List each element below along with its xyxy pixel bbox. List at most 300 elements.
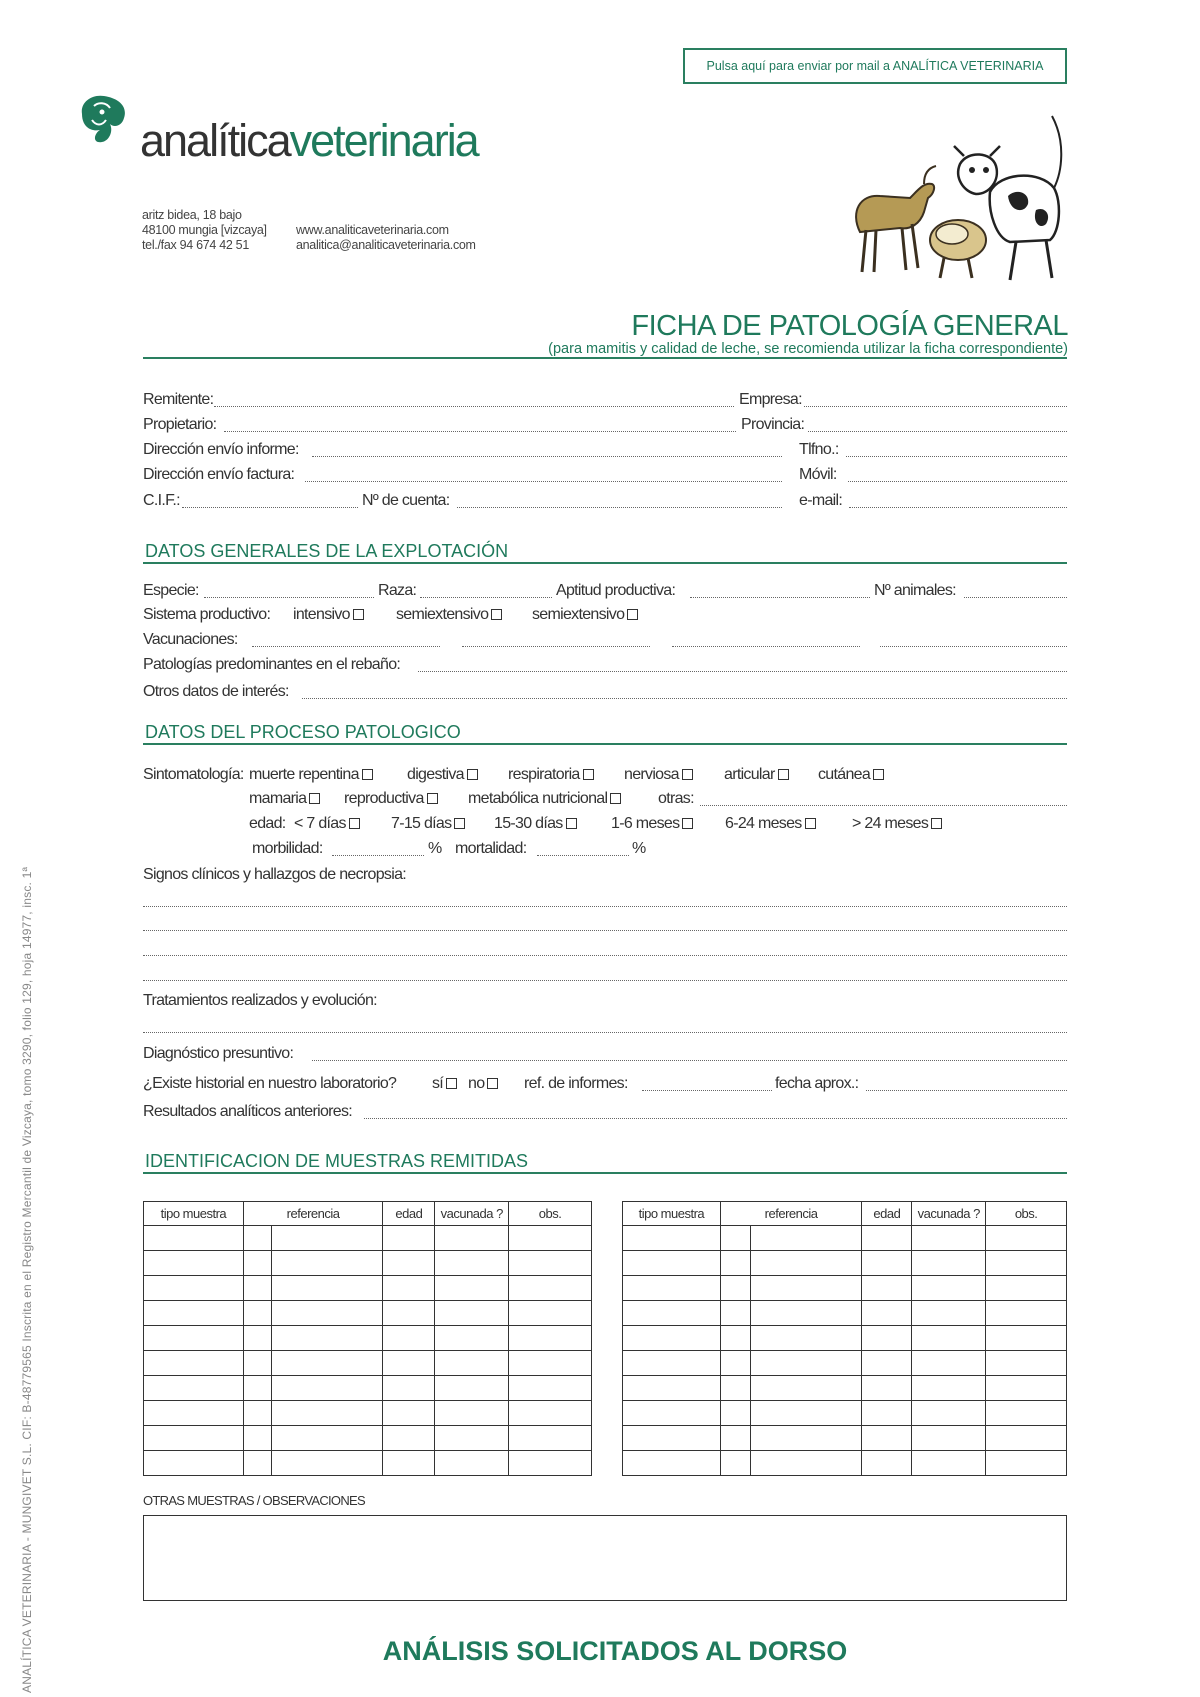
- edad-option-label: < 7 días: [294, 815, 346, 832]
- table-cell[interactable]: [383, 1251, 435, 1276]
- table-cell[interactable]: [271, 1376, 383, 1401]
- table-cell[interactable]: [912, 1326, 986, 1351]
- fecha-label: fecha aprox.:: [775, 1075, 859, 1092]
- title-divider: [143, 357, 1067, 359]
- table-cell[interactable]: [271, 1426, 383, 1451]
- edad-option-5[interactable]: [725, 815, 816, 833]
- nerviosa-option[interactable]: [624, 766, 693, 784]
- direccion-informe-label: Dirección envío informe:: [143, 441, 299, 458]
- table-row: [144, 1326, 592, 1351]
- cutanea-label: cutánea: [818, 766, 871, 783]
- mortalidad-percent: %: [632, 840, 646, 857]
- intensivo-checkbox[interactable]: [353, 609, 364, 620]
- table-cell[interactable]: [720, 1251, 750, 1276]
- provincia-label: Provincia:: [741, 416, 805, 433]
- edad-checkbox[interactable]: [805, 818, 816, 829]
- tlfno-label: Tlfno.:: [799, 441, 839, 458]
- table-cell[interactable]: [862, 1276, 912, 1301]
- brand-part-2: veterinaria: [289, 115, 478, 166]
- table-cell[interactable]: [243, 1401, 271, 1426]
- table-cell[interactable]: [243, 1326, 271, 1351]
- edad-checkbox[interactable]: [931, 818, 942, 829]
- section-heading-proceso: DATOS DEL PROCESO PATOLOGICO: [145, 722, 461, 742]
- table-cell[interactable]: [243, 1251, 271, 1276]
- table-cell[interactable]: [750, 1401, 862, 1426]
- edad-option-label: 1-6 meses: [611, 815, 680, 832]
- footer-title: ANÁLISIS SOLICITADOS AL DORSO: [382, 1636, 848, 1666]
- table-cell[interactable]: [623, 1276, 721, 1301]
- email-field[interactable]: [849, 507, 1067, 508]
- table-row: [144, 1451, 592, 1476]
- table-cell[interactable]: [144, 1251, 244, 1276]
- articular-checkbox[interactable]: [778, 769, 789, 780]
- table-cell[interactable]: [509, 1251, 592, 1276]
- semiextensivo-checkbox[interactable]: [491, 609, 502, 620]
- movil-field[interactable]: [848, 481, 1067, 482]
- tratamientos-label: Tratamientos realizados y evolución:: [143, 992, 377, 1009]
- vacunaciones-field-1[interactable]: [252, 646, 440, 647]
- table-cell[interactable]: [862, 1351, 912, 1376]
- table-cell[interactable]: [271, 1451, 383, 1476]
- table-cell[interactable]: [435, 1401, 509, 1426]
- mortalidad-field[interactable]: [537, 855, 629, 856]
- table-cell[interactable]: [986, 1226, 1067, 1251]
- respiratoria-checkbox[interactable]: [583, 769, 594, 780]
- semiextensivo-label: semiextensivo: [396, 606, 489, 623]
- table-cell[interactable]: [144, 1276, 244, 1301]
- table-cell[interactable]: [862, 1401, 912, 1426]
- table-cell[interactable]: [383, 1326, 435, 1351]
- table-cell[interactable]: [720, 1351, 750, 1376]
- edad-option-3[interactable]: [494, 815, 577, 833]
- table-row: [144, 1226, 592, 1251]
- table-row: [144, 1276, 592, 1301]
- table-cell[interactable]: [623, 1326, 721, 1351]
- table-cell[interactable]: [243, 1276, 271, 1301]
- web-block: [296, 223, 476, 253]
- edad-option-label: 15-30 días: [494, 815, 563, 832]
- table-row: [623, 1301, 1067, 1326]
- otras-field[interactable]: [700, 805, 1067, 806]
- table-cell[interactable]: [435, 1451, 509, 1476]
- sintomatologia-label: Sintomatología:: [143, 766, 244, 783]
- mamaria-checkbox[interactable]: [309, 793, 320, 804]
- table-cell[interactable]: [986, 1301, 1067, 1326]
- table-row: [623, 1451, 1067, 1476]
- table-row: [623, 1351, 1067, 1376]
- table-cell[interactable]: [623, 1426, 721, 1451]
- column-header: tipo muestra: [144, 1202, 244, 1226]
- table-cell[interactable]: [144, 1326, 244, 1351]
- brand-name: [140, 115, 478, 166]
- table-cell[interactable]: [750, 1276, 862, 1301]
- fecha-field[interactable]: [866, 1090, 1067, 1091]
- column-header: referencia: [720, 1202, 862, 1226]
- address-line: 48100 mungia [vizcaya]: [142, 223, 267, 237]
- table-cell[interactable]: [243, 1451, 271, 1476]
- metabolica-checkbox[interactable]: [610, 793, 621, 804]
- table-cell[interactable]: [383, 1426, 435, 1451]
- table-cell[interactable]: [383, 1451, 435, 1476]
- ref-informes-label: ref. de informes:: [524, 1075, 628, 1092]
- sistema-label: Sistema productivo:: [143, 606, 271, 623]
- table-cell[interactable]: [720, 1376, 750, 1401]
- table-cell[interactable]: [912, 1351, 986, 1376]
- edad-option-label: > 24 meses: [852, 815, 929, 832]
- table-cell[interactable]: [750, 1351, 862, 1376]
- table-cell[interactable]: [750, 1326, 862, 1351]
- column-header: edad: [862, 1202, 912, 1226]
- historial-label: ¿Existe historial en nuestro laboratorio?: [143, 1075, 397, 1092]
- column-header: tipo muestra: [623, 1202, 721, 1226]
- table-cell[interactable]: [623, 1226, 721, 1251]
- table-cell[interactable]: [912, 1276, 986, 1301]
- table-cell[interactable]: [720, 1326, 750, 1351]
- respiratoria-option[interactable]: [508, 766, 594, 784]
- section-divider: [143, 743, 1067, 745]
- cuenta-label: Nº de cuenta:: [362, 492, 450, 509]
- table-cell[interactable]: [144, 1426, 244, 1451]
- nerviosa-label: nerviosa: [624, 766, 679, 783]
- otros-datos-label: Otros datos de interés:: [143, 683, 289, 700]
- mamaria-label: mamaria: [249, 790, 307, 807]
- semiextensivo-label-2: semiextensivo: [532, 606, 625, 623]
- registry-side-text: ANALÍTICA VETERINARIA - MUNGIVET S.L. CIF: B-48779565 Inscrita en el Registro Mercantil de Vizcaya, tomo 3290, folio 129, hoja 14977, insc. 1ª: [20, 866, 34, 1693]
- signos-line-4[interactable]: [143, 980, 1067, 981]
- muerte-repentina-option[interactable]: [249, 766, 373, 784]
- edad-checkbox[interactable]: [454, 818, 465, 829]
- table-cell[interactable]: [986, 1326, 1067, 1351]
- sheep-icon: [930, 220, 986, 278]
- signos-line-2[interactable]: [143, 930, 1067, 931]
- mamaria-option[interactable]: [249, 790, 320, 808]
- edad-checkbox[interactable]: [566, 818, 577, 829]
- table-cell[interactable]: [144, 1451, 244, 1476]
- table-cell[interactable]: [912, 1376, 986, 1401]
- table-cell[interactable]: [862, 1376, 912, 1401]
- vacunaciones-field-2[interactable]: [462, 646, 650, 647]
- form-subtitle: (para mamitis y calidad de leche, se recomienda utilizar la ficha correspondiente): [548, 341, 1068, 357]
- vacunaciones-field-4[interactable]: [880, 646, 1067, 647]
- column-header: obs.: [509, 1202, 592, 1226]
- resultados-field[interactable]: [364, 1118, 1067, 1119]
- raza-label: Raza:: [378, 582, 417, 599]
- table-cell[interactable]: [271, 1226, 383, 1251]
- si-checkbox[interactable]: [446, 1078, 457, 1089]
- table-cell[interactable]: [435, 1226, 509, 1251]
- reproductiva-label: reproductiva: [344, 790, 424, 807]
- table-cell[interactable]: [435, 1251, 509, 1276]
- section-divider: [143, 1172, 1067, 1174]
- cutanea-option[interactable]: [818, 766, 884, 784]
- aptitud-label: Aptitud productiva:: [556, 582, 676, 599]
- email-label: e-mail:: [799, 492, 843, 509]
- table-cell[interactable]: [509, 1376, 592, 1401]
- column-header: referencia: [243, 1202, 383, 1226]
- table-cell[interactable]: [435, 1301, 509, 1326]
- intensivo-label: intensivo: [293, 606, 350, 623]
- diagnostico-label: Diagnóstico presuntivo:: [143, 1045, 294, 1062]
- digestiva-checkbox[interactable]: [467, 769, 478, 780]
- edad-option-label: 6-24 meses: [725, 815, 802, 832]
- table-row: [623, 1251, 1067, 1276]
- table-cell[interactable]: [986, 1451, 1067, 1476]
- table-cell[interactable]: [435, 1426, 509, 1451]
- table-cell[interactable]: [435, 1276, 509, 1301]
- table-cell[interactable]: [623, 1351, 721, 1376]
- table-cell[interactable]: [509, 1401, 592, 1426]
- column-header: vacunada ?: [912, 1202, 986, 1226]
- column-header: edad: [383, 1202, 435, 1226]
- signos-label: Signos clínicos y hallazgos de necropsia:: [143, 866, 407, 883]
- address-line: aritz bidea, 18 bajo: [142, 208, 242, 222]
- mortalidad-label: mortalidad:: [455, 840, 527, 857]
- no-checkbox[interactable]: [487, 1078, 498, 1089]
- table-cell[interactable]: [144, 1401, 244, 1426]
- otras-muestras-textarea[interactable]: [143, 1515, 1067, 1601]
- table-cell[interactable]: [750, 1226, 862, 1251]
- diagnostico-field[interactable]: [312, 1060, 1067, 1061]
- table-cell[interactable]: [986, 1426, 1067, 1451]
- table-cell[interactable]: [243, 1426, 271, 1451]
- respiratoria-label: respiratoria: [508, 766, 580, 783]
- table-cell[interactable]: [271, 1301, 383, 1326]
- patologias-label: Patologías predominantes en el rebaño:: [143, 656, 401, 673]
- nerviosa-checkbox[interactable]: [682, 769, 693, 780]
- table-row: [144, 1426, 592, 1451]
- table-cell[interactable]: [509, 1226, 592, 1251]
- direccion-factura-label: Dirección envío factura:: [143, 466, 295, 483]
- table-cell[interactable]: [623, 1401, 721, 1426]
- table-cell[interactable]: [986, 1276, 1067, 1301]
- table-cell[interactable]: [383, 1351, 435, 1376]
- tratamientos-line[interactable]: [143, 1032, 1067, 1033]
- table-cell[interactable]: [623, 1251, 721, 1276]
- table-cell[interactable]: [144, 1376, 244, 1401]
- empresa-field[interactable]: [804, 406, 1067, 407]
- table-row: [623, 1376, 1067, 1401]
- table-row: [623, 1426, 1067, 1451]
- resultados-label: Resultados analíticos anteriores:: [143, 1103, 353, 1120]
- ref-informes-field[interactable]: [642, 1090, 772, 1091]
- table-row: [144, 1401, 592, 1426]
- table-cell[interactable]: [271, 1276, 383, 1301]
- table-cell[interactable]: [271, 1251, 383, 1276]
- table-cell[interactable]: [243, 1376, 271, 1401]
- brand-logo-icon: [74, 92, 134, 157]
- table-cell[interactable]: [271, 1326, 383, 1351]
- remitente-field[interactable]: [214, 406, 734, 407]
- table-cell[interactable]: [435, 1376, 509, 1401]
- table-row: [623, 1326, 1067, 1351]
- form-title: FICHA DE PATOLOGÍA GENERAL: [631, 310, 1068, 342]
- address-line: tel./fax 94 674 42 51: [142, 238, 249, 252]
- samples-table-right: [622, 1201, 1067, 1476]
- table-cell[interactable]: [720, 1451, 750, 1476]
- farm-animals-illustration: [840, 112, 1066, 289]
- vacunaciones-field-3[interactable]: [672, 646, 860, 647]
- table-cell[interactable]: [623, 1451, 721, 1476]
- table-cell[interactable]: [862, 1426, 912, 1451]
- table-cell[interactable]: [720, 1226, 750, 1251]
- table-cell[interactable]: [144, 1226, 244, 1251]
- reproductiva-checkbox[interactable]: [427, 793, 438, 804]
- table-cell[interactable]: [862, 1226, 912, 1251]
- table-cell[interactable]: [243, 1301, 271, 1326]
- website-link[interactable]: www.analiticaveterinaria.com: [296, 223, 449, 237]
- table-cell[interactable]: [750, 1376, 862, 1401]
- table-row: [623, 1226, 1067, 1251]
- table-cell[interactable]: [986, 1401, 1067, 1426]
- table-row: [623, 1401, 1067, 1426]
- otros-datos-field[interactable]: [302, 698, 1067, 699]
- aptitud-field[interactable]: [690, 597, 870, 598]
- table-cell[interactable]: [986, 1351, 1067, 1376]
- table-cell[interactable]: [862, 1326, 912, 1351]
- table-cell[interactable]: [383, 1301, 435, 1326]
- semiextensivo-checkbox-2[interactable]: [627, 609, 638, 620]
- table-cell[interactable]: [986, 1251, 1067, 1276]
- propietario-label: Propietario:: [143, 416, 217, 433]
- table-cell[interactable]: [383, 1276, 435, 1301]
- table-cell[interactable]: [509, 1301, 592, 1326]
- table-cell[interactable]: [912, 1451, 986, 1476]
- historial-si-option[interactable]: [432, 1075, 457, 1093]
- propietario-field[interactable]: [224, 431, 736, 432]
- goat-icon: [856, 166, 936, 272]
- direccion-informe-field[interactable]: [312, 456, 782, 457]
- table-cell[interactable]: [912, 1401, 986, 1426]
- digestiva-label: digestiva: [407, 766, 464, 783]
- raza-field[interactable]: [420, 597, 552, 598]
- edad-option-1[interactable]: [294, 815, 360, 833]
- table-cell[interactable]: [271, 1401, 383, 1426]
- column-header: vacunada ?: [435, 1202, 509, 1226]
- n-animales-field[interactable]: [964, 597, 1067, 598]
- metabolica-option[interactable]: [468, 790, 621, 808]
- otras-label: otras:: [658, 790, 694, 807]
- table-cell[interactable]: [912, 1301, 986, 1326]
- semiextensivo-option[interactable]: [396, 606, 502, 624]
- empresa-label: Empresa:: [739, 391, 802, 408]
- digestiva-option[interactable]: [407, 766, 478, 784]
- table-cell[interactable]: [623, 1376, 721, 1401]
- table-cell[interactable]: [509, 1451, 592, 1476]
- column-header: obs.: [986, 1202, 1067, 1226]
- edad-option-label: 7-15 días: [391, 815, 452, 832]
- table-cell[interactable]: [750, 1426, 862, 1451]
- intensivo-option[interactable]: [293, 606, 364, 624]
- table-cell[interactable]: [509, 1426, 592, 1451]
- cutanea-checkbox[interactable]: [873, 769, 884, 780]
- table-cell[interactable]: [383, 1226, 435, 1251]
- edad-option-4[interactable]: [611, 815, 693, 833]
- si-label: sí: [432, 1075, 444, 1092]
- section-heading-explotacion: DATOS GENERALES DE LA EXPLOTACIÓN: [145, 541, 509, 561]
- table-cell[interactable]: [509, 1276, 592, 1301]
- table-cell[interactable]: [912, 1226, 986, 1251]
- edad-checkbox[interactable]: [349, 818, 360, 829]
- samples-table-left: [143, 1201, 592, 1476]
- movil-label: Móvil:: [799, 466, 837, 483]
- table-cell[interactable]: [912, 1426, 986, 1451]
- cif-field[interactable]: [182, 507, 358, 508]
- otras-muestras-label: OTRAS MUESTRAS / OBSERVACIONES: [143, 1493, 365, 1508]
- table-cell[interactable]: [243, 1351, 271, 1376]
- edad-option-6[interactable]: [852, 815, 942, 833]
- table-cell[interactable]: [720, 1426, 750, 1451]
- table-cell[interactable]: [986, 1376, 1067, 1401]
- cuenta-field[interactable]: [457, 507, 782, 508]
- signos-line-3[interactable]: [143, 955, 1067, 956]
- metabolica-label: metabólica nutricional: [468, 790, 608, 807]
- table-cell[interactable]: [144, 1301, 244, 1326]
- table-cell[interactable]: [750, 1451, 862, 1476]
- morbilidad-label: morbilidad:: [252, 840, 323, 857]
- patologias-field[interactable]: [418, 671, 1067, 672]
- email-link[interactable]: analitica@analiticaveterinaria.com: [296, 238, 476, 252]
- table-cell[interactable]: [862, 1301, 912, 1326]
- articular-label: articular: [724, 766, 775, 783]
- table-row: [144, 1351, 592, 1376]
- signos-line-1[interactable]: [143, 906, 1067, 907]
- brand-part-1: analítica: [140, 115, 290, 166]
- table-cell[interactable]: [435, 1326, 509, 1351]
- table-cell[interactable]: [750, 1301, 862, 1326]
- muerte-repentina-checkbox[interactable]: [362, 769, 373, 780]
- table-cell[interactable]: [720, 1276, 750, 1301]
- table-cell[interactable]: [750, 1251, 862, 1276]
- table-cell[interactable]: [862, 1451, 912, 1476]
- morbilidad-percent: %: [428, 840, 442, 857]
- articular-option[interactable]: [724, 766, 789, 784]
- table-cell[interactable]: [623, 1301, 721, 1326]
- semiextensivo-option-2[interactable]: [532, 606, 638, 624]
- n-animales-label: Nº animales:: [874, 582, 956, 599]
- table-row: [623, 1276, 1067, 1301]
- tlfno-field[interactable]: [846, 456, 1067, 457]
- table-cell[interactable]: [383, 1401, 435, 1426]
- historial-no-option[interactable]: [468, 1075, 498, 1093]
- edad-checkbox[interactable]: [682, 818, 693, 829]
- table-cell[interactable]: [435, 1351, 509, 1376]
- table-cell[interactable]: [862, 1251, 912, 1276]
- section-divider: [143, 562, 1067, 564]
- table-cell[interactable]: [509, 1351, 592, 1376]
- table-row: [144, 1301, 592, 1326]
- send-mail-button[interactable]: Pulsa aquí para enviar por mail a ANALÍTICA VETERINARIA: [683, 48, 1067, 84]
- no-label: no: [468, 1075, 485, 1092]
- vacunaciones-label: Vacunaciones:: [143, 631, 238, 648]
- table-cell[interactable]: [271, 1351, 383, 1376]
- table-cell[interactable]: [720, 1301, 750, 1326]
- section-heading-muestras: IDENTIFICACION DE MUESTRAS REMITIDAS: [145, 1151, 529, 1171]
- table-cell[interactable]: [720, 1401, 750, 1426]
- table-cell[interactable]: [383, 1376, 435, 1401]
- table-row: [144, 1251, 592, 1276]
- especie-field[interactable]: [204, 597, 374, 598]
- table-cell[interactable]: [912, 1251, 986, 1276]
- edad-option-2[interactable]: [391, 815, 465, 833]
- direccion-factura-field[interactable]: [305, 481, 782, 482]
- reproductiva-option[interactable]: [344, 790, 438, 808]
- table-cell[interactable]: [243, 1226, 271, 1251]
- morbilidad-field[interactable]: [332, 855, 424, 856]
- table-cell[interactable]: [509, 1326, 592, 1351]
- table-cell[interactable]: [144, 1351, 244, 1376]
- provincia-field[interactable]: [808, 431, 1067, 432]
- address-block: [142, 208, 267, 253]
